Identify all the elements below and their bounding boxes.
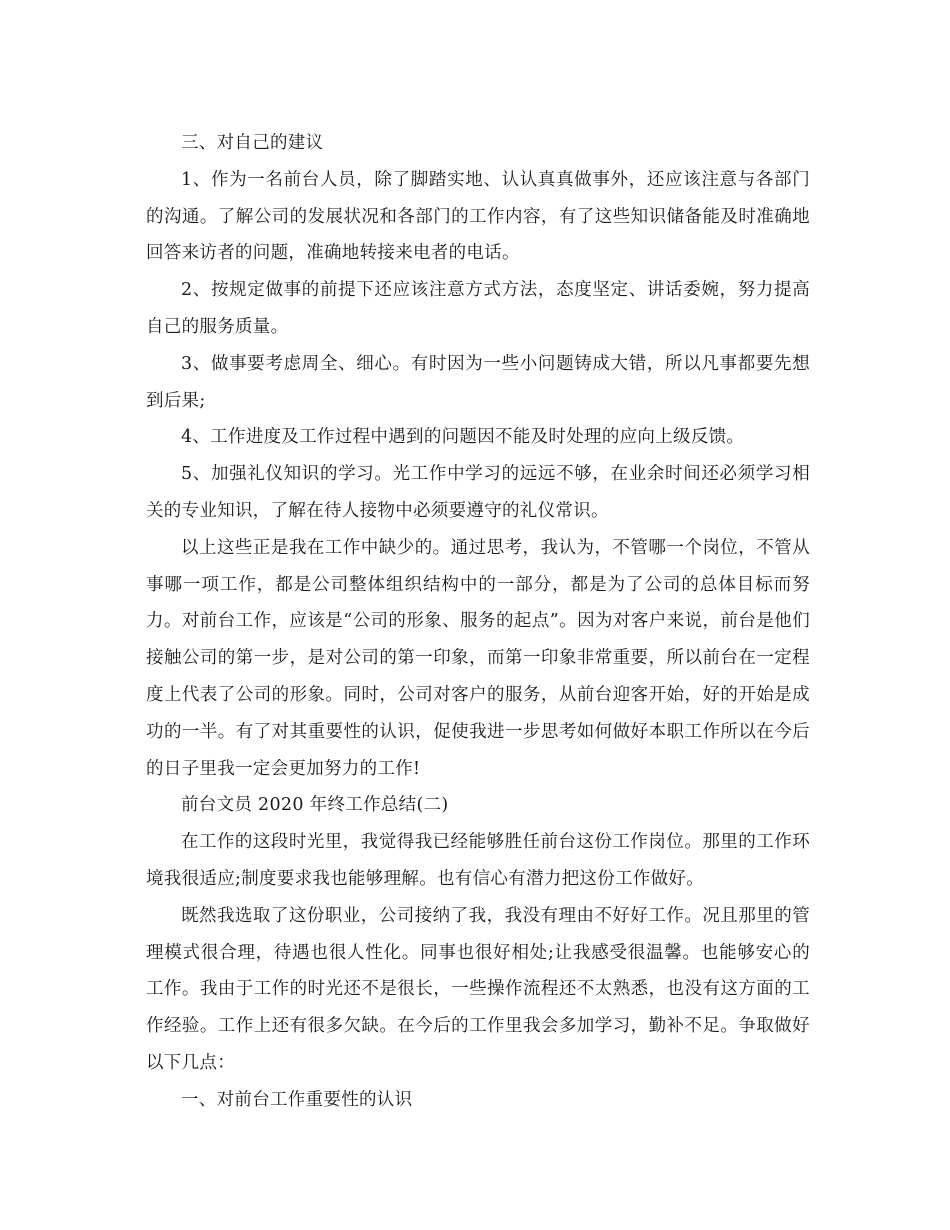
paragraph-suggestion-2: 2、按规定做事的前提下还应该注意方式方法，态度坚定、讲话委婉，努力提高自己的服务质量。 xyxy=(146,280,810,337)
paragraph-suggestion-5: 5、加强礼仪知识的学习。光工作中学习的远远不够，在业余时间还必须学习相关的专业知识，了解在待人接物中必须要遵守的礼仪常识。 xyxy=(146,464,810,521)
paragraph-suggestion-4: 4、工作进度及工作过程中遇到的问题因不能及时处理的应向上级反馈。 xyxy=(181,427,745,448)
section-heading-importance: 一、对前台工作重要性的认识 xyxy=(181,1089,413,1110)
paragraph-suggestion-3: 3、做事要考虑周全、细心。有时因为一些小问题铸成大错，所以凡事都要先想到后果; xyxy=(146,353,810,411)
document-body xyxy=(146,125,810,1119)
paragraph-suggestion-1: 1、作为一名前台人员，除了脚踏实地、认认真真做事外，还应该注意与各部门的沟通。了解公司的发展状况和各部门的工作内容，有了这些知识储备能及时准确地回答来访者的问题，准确地转接来电者的电话。 xyxy=(146,169,810,264)
paragraph-reflection: 以上这些正是我在工作中缺少的。通过思考，我认为，不管哪一个岗位，不管从事哪一项工作，都是公司整体组织结构中的一部分，都是为了公司的总体目标而努力。对前台工作，应该是“公司的形象、服务的起点”。因为对客户来说，前台是他们接触公司的第一步，是对公司的第一印象，而第一印象非常重要，所以前台在一定程度上代表了公司的形象。同时，公司对客户的服务，从前台迎客开始，好的开始是成功的一半。有了对其重要性的认识，促使我进一步思考如何做好本职工作所以在今后的日子里我一定会更加努力的工作! xyxy=(146,537,810,779)
section-title-summary-2: 前台文员 2020 年终工作总结(二) xyxy=(181,795,449,816)
section-heading-suggestions: 三、对自己的建议 xyxy=(181,133,324,153)
paragraph-work-period: 在工作的这段时光里，我觉得我已经能够胜任前台这份工作岗位。那里的工作环境我很适应;制度要求我也能够理解。也有信心有潜力把这份工作做好。 xyxy=(146,832,810,889)
paragraph-job-choice: 既然我选取了这份职业，公司接纳了我，我没有理由不好好工作。况且那里的管理模式很合理，待遇也很人性化。同事也很好相处;让我感受很温馨。也能够安心的工作。我由于工作的时光还不是很长，一些操作流程还不太熟悉，也没有这方面的工作经验。工作上还有很多欠缺。在今后的工作里我会多加学习，勤补不足。争取做好以下几点： xyxy=(146,905,810,1073)
